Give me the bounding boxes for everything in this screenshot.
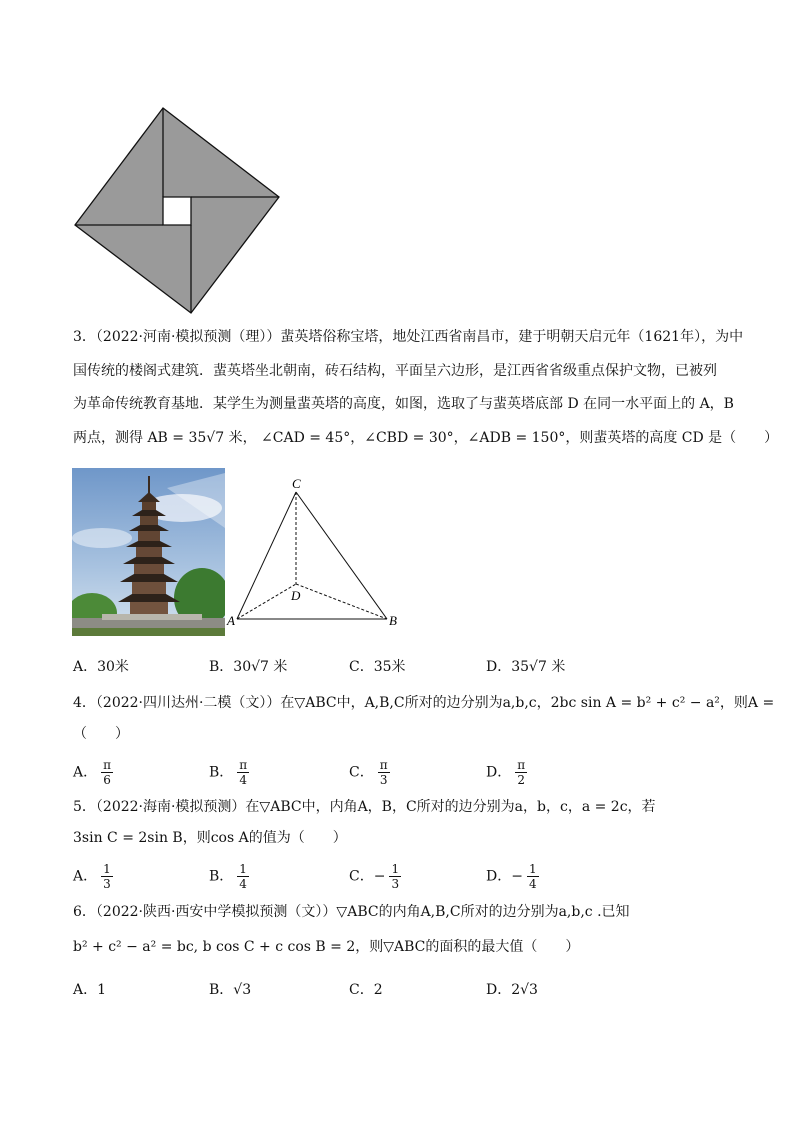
q3-text-line-4: 两点，测得 AB = 35√7 米， ∠CAD = 45°，∠CBD = 30°，∠ADB = 150°，则蜚英塔的高度 CD 是（ ） xyxy=(73,430,779,446)
option-label: D．− xyxy=(486,868,523,885)
tetrahedron-diagram xyxy=(225,472,405,632)
q4-text-line-2: （ ） xyxy=(73,726,129,742)
option-label: D． xyxy=(486,764,512,781)
q5-option-a[interactable] xyxy=(73,862,113,891)
q3-text-line-1: 3．（2022·河南·模拟预测（理））蜚英塔俗称宝塔，地处江西省南昌市，建于明朝天启元年（1621年），为中 xyxy=(73,329,744,345)
q6-option-a[interactable]: A．1 xyxy=(73,982,107,998)
q3-option-a[interactable]: A．30米 xyxy=(73,659,129,675)
numerator: π xyxy=(239,758,248,772)
fraction xyxy=(515,758,527,787)
q3-option-b[interactable]: B．30√7 米 xyxy=(209,659,288,675)
denominator: 6 xyxy=(103,773,111,787)
numerator: π xyxy=(103,758,112,772)
q5-option-b[interactable] xyxy=(209,862,249,891)
label-b: B xyxy=(389,613,397,628)
q6-text-line-1: 6．（2022·陕西·西安中学模拟预测（文））▽ABC的内角A,B,C所对的边分别为a,b,c .已知 xyxy=(73,904,630,920)
fraction xyxy=(389,862,401,891)
denominator: 4 xyxy=(239,877,247,891)
option-label: A． xyxy=(73,868,98,885)
q5-option-c[interactable] xyxy=(349,862,401,891)
numerator: 1 xyxy=(239,862,247,876)
q5-text-line-1: 5．（2022·海南·模拟预测）在▽ABC中，内角A，B，C所对的边分别为a，b，c，a = 2c，若 xyxy=(73,799,656,815)
q3-option-d[interactable]: D．35√7 米 xyxy=(486,659,566,675)
denominator: 3 xyxy=(103,877,111,891)
denominator: 2 xyxy=(517,773,525,787)
q3-text-line-2: 国传统的楼阁式建筑．蜚英塔坐北朝南，砖石结构，平面呈六边形，是江西省省级重点保护文物，已被列 xyxy=(73,363,717,379)
pagoda-photo xyxy=(72,468,225,636)
q6-option-d[interactable]: D．2√3 xyxy=(486,982,538,998)
option-label: B． xyxy=(209,868,234,885)
q4-option-b[interactable] xyxy=(209,758,249,787)
option-label: C．− xyxy=(349,868,386,885)
square-pinwheel-figure xyxy=(70,105,285,320)
numerator: 1 xyxy=(103,862,111,876)
fraction xyxy=(527,862,539,891)
label-a: A xyxy=(227,613,235,628)
option-label: C． xyxy=(349,764,374,781)
q4-option-a[interactable] xyxy=(73,758,113,787)
q6-text-line-2: b² + c² − a² = bc, b cos C + c cos B = 2，则▽ABC的面积的最大值（ ） xyxy=(73,939,580,955)
fraction xyxy=(101,862,113,891)
q6-option-b[interactable]: B．√3 xyxy=(209,982,252,998)
q4-option-c[interactable] xyxy=(349,758,390,787)
option-label: B． xyxy=(209,764,234,781)
q6-option-c[interactable]: C．2 xyxy=(349,982,383,998)
numerator: 1 xyxy=(391,862,400,876)
q3-text-line-3: 为革命传统教育基地．某学生为测量蜚英塔的高度，如图，选取了与蜚英塔底部 D 在同一水平面上的 A，B xyxy=(73,396,734,412)
q4-option-d[interactable] xyxy=(486,758,527,787)
label-c: C xyxy=(292,476,301,491)
option-label: A． xyxy=(73,764,98,781)
numerator: π xyxy=(517,758,526,772)
fraction xyxy=(378,758,390,787)
label-d: D xyxy=(291,588,301,603)
denominator: 4 xyxy=(528,877,537,891)
fraction xyxy=(237,862,249,891)
numerator: 1 xyxy=(528,862,537,876)
q5-text-line-2: 3sin C = 2sin B，则cos A的值为（ ） xyxy=(73,830,347,846)
q5-option-d[interactable] xyxy=(486,862,539,891)
q4-text-line-1: 4．（2022·四川达州·二模（文））在▽ABC中，A,B,C所对的边分别为a,b,c，2bc sin A = b² + c² − a²，则A = xyxy=(73,695,775,711)
fraction xyxy=(237,758,249,787)
denominator: 4 xyxy=(239,773,248,787)
denominator: 3 xyxy=(379,773,388,787)
denominator: 3 xyxy=(391,877,400,891)
numerator: π xyxy=(379,758,388,772)
fraction xyxy=(101,758,113,787)
q3-option-c[interactable]: C．35米 xyxy=(349,659,406,675)
